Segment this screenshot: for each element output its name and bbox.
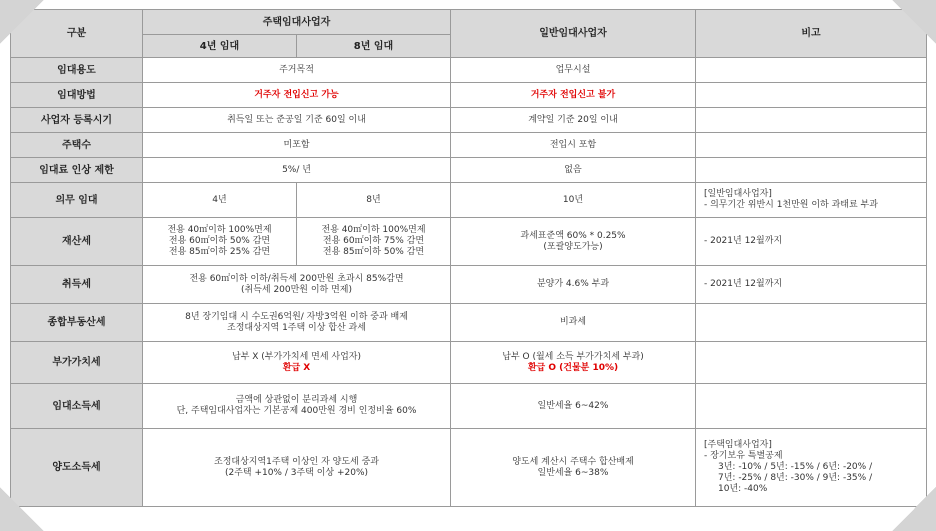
- cell-line-highlight: 환급 O (건물분 10%): [527, 362, 619, 373]
- cell-line: 납부 X (부가가치세 면세 사업자): [232, 351, 361, 362]
- remarks-cell: [696, 83, 927, 108]
- header-remarks: 비고: [696, 10, 927, 58]
- remarks-cell: - 2021년 12월까지: [696, 218, 927, 266]
- housing-cell: 거주자 전입신고 가능: [143, 83, 451, 108]
- cell-line: 전용 60㎡이하 이하/취득세 200만원 초과시 85%감면: [189, 273, 404, 284]
- remarks-line: 3년: -10% / 5년: -15% / 6년: -20% /: [718, 462, 873, 472]
- cell-line-highlight: 환급 X: [282, 362, 311, 373]
- general-cell: 일반세율 6~42%: [451, 384, 696, 429]
- remarks-line: - 의무기간 위반시 1천만원 이하 과태료 부과: [704, 200, 878, 210]
- corner-decoration-bottom-left: [0, 487, 44, 531]
- header-category: 구분: [11, 10, 143, 58]
- row-label: 주택수: [11, 133, 143, 158]
- row-label: 임대소득세: [11, 384, 143, 429]
- row-house-count: [11, 133, 927, 158]
- header-housing: 주택임대사업자: [143, 10, 451, 35]
- row-label: 취득세: [11, 266, 143, 304]
- row-label: 재산세: [11, 218, 143, 266]
- header-row-1: [11, 10, 927, 35]
- cell-line: 양도세 계산시 주택수 합산배제: [512, 456, 634, 467]
- cell-line: 단, 주택임대사업자는 기본공제 400만원 경비 인정비율 60%: [176, 406, 417, 416]
- row-label: 의무 임대: [11, 183, 143, 218]
- housing-cell: [143, 304, 451, 342]
- remarks-cell: [696, 304, 927, 342]
- housing-cell: 미포함: [143, 133, 451, 158]
- cell-line: 전용 85㎡이하 25% 감면: [168, 247, 271, 257]
- housing-cell: [143, 429, 451, 507]
- general-cell: 비과세: [451, 304, 696, 342]
- cell-line: 전용 40㎡이하 100%면제: [321, 225, 426, 235]
- housing-cell: [143, 266, 451, 304]
- cell-line: 조정대상지역 1주택 이상 합산 과세: [227, 322, 366, 333]
- general-cell: 계약일 기준 20일 이내: [451, 108, 696, 133]
- cell-line: (취득세 200만원 이하 면제): [240, 284, 353, 295]
- corner-decoration-top-left: [0, 0, 44, 44]
- remarks-cell: [696, 384, 927, 429]
- row-label: 임대용도: [11, 58, 143, 83]
- row-label: 임대방법: [11, 83, 143, 108]
- row-capital-gains-tax: [11, 429, 927, 507]
- remarks-cell: [696, 158, 927, 183]
- general-cell: 거주자 전입신고 불가: [451, 83, 696, 108]
- housing-8y-cell: [297, 218, 451, 266]
- remarks-cell: [696, 58, 927, 83]
- row-registration: [11, 108, 927, 133]
- housing-cell: [143, 342, 451, 384]
- row-label: 부가가치세: [11, 342, 143, 384]
- general-cell: 10년: [451, 183, 696, 218]
- row-rental-income-tax: [11, 384, 927, 429]
- housing-cell: [143, 384, 451, 429]
- cell-line: (2주택 +10% / 3주택 이상 +20%): [224, 467, 369, 478]
- row-label: 사업자 등록시기: [11, 108, 143, 133]
- housing-cell: 주거목적: [143, 58, 451, 83]
- row-vat: [11, 342, 927, 384]
- housing-cell: 5%/ 년: [143, 158, 451, 183]
- cell-line: 과세표준액 60% * 0.25%: [520, 230, 626, 241]
- corner-decoration-top-right: [892, 0, 936, 44]
- general-cell: 업무시설: [451, 58, 696, 83]
- remarks-line: [일반임대사업자]: [704, 189, 772, 199]
- remarks-line: [주택임대사업자]: [704, 440, 772, 450]
- cell-line: (포괄양도가능): [543, 241, 603, 252]
- remarks-line: 7년: -25% / 8년: -30% / 9년: -35% /: [718, 473, 873, 483]
- header-housing-8y: 8년 임대: [297, 35, 451, 58]
- row-comprehensive-tax: [11, 304, 927, 342]
- corner-decoration-bottom-right: [892, 487, 936, 531]
- remarks-line: - 장기보유 특별공제: [704, 451, 783, 461]
- cell-line: 8년 장기임대 시 수도권6억원/ 자방3억원 이하 중과 배제: [185, 311, 408, 322]
- remarks-line: 10년: -40%: [718, 484, 768, 494]
- remarks-cell: - 2021년 12월까지: [696, 266, 927, 304]
- cell-line: 납부 O (월세 소득 부가가치세 부과): [502, 351, 644, 362]
- row-label: 양도소득세: [11, 429, 143, 507]
- row-rent-limit: [11, 158, 927, 183]
- cell-line: 전용 60㎡이하 50% 감면: [168, 236, 271, 246]
- cell-line: 일반세율 6~38%: [537, 467, 609, 478]
- header-housing-4y: 4년 임대: [143, 35, 297, 58]
- cell-line: 전용 85㎡이하 50% 감면: [322, 247, 425, 257]
- general-cell: 분양가 4.6% 부과: [451, 266, 696, 304]
- rental-business-comparison-table: [10, 9, 927, 507]
- row-label: 임대료 인상 제한: [11, 158, 143, 183]
- general-cell: 없음: [451, 158, 696, 183]
- cell-line: 전용 40㎡이하 100%면제: [167, 225, 272, 235]
- row-duty-lease: [11, 183, 927, 218]
- row-method: [11, 83, 927, 108]
- row-property-tax: [11, 218, 927, 266]
- cell-line: 전용 60㎡이하 75% 감면: [322, 236, 425, 246]
- remarks-cell: [696, 133, 927, 158]
- remarks-cell: [696, 342, 927, 384]
- remarks-cell: [696, 183, 927, 218]
- general-cell: [451, 342, 696, 384]
- housing-8y-cell: 8년: [297, 183, 451, 218]
- general-cell: 전입시 포함: [451, 133, 696, 158]
- housing-4y-cell: 4년: [143, 183, 297, 218]
- housing-cell: 취득일 또는 준공일 기준 60일 이내: [143, 108, 451, 133]
- row-label: 종합부동산세: [11, 304, 143, 342]
- general-cell: [451, 429, 696, 507]
- cell-line: 조정대상지역1주택 이상인 자 양도세 중과: [214, 456, 379, 467]
- remarks-cell: [696, 108, 927, 133]
- general-cell: [451, 218, 696, 266]
- row-acquisition-tax: [11, 266, 927, 304]
- header-general: 일반임대사업자: [451, 10, 696, 58]
- housing-4y-cell: [143, 218, 297, 266]
- row-purpose: [11, 58, 927, 83]
- cell-line: 금액에 상관없이 분리과세 시행: [235, 395, 358, 405]
